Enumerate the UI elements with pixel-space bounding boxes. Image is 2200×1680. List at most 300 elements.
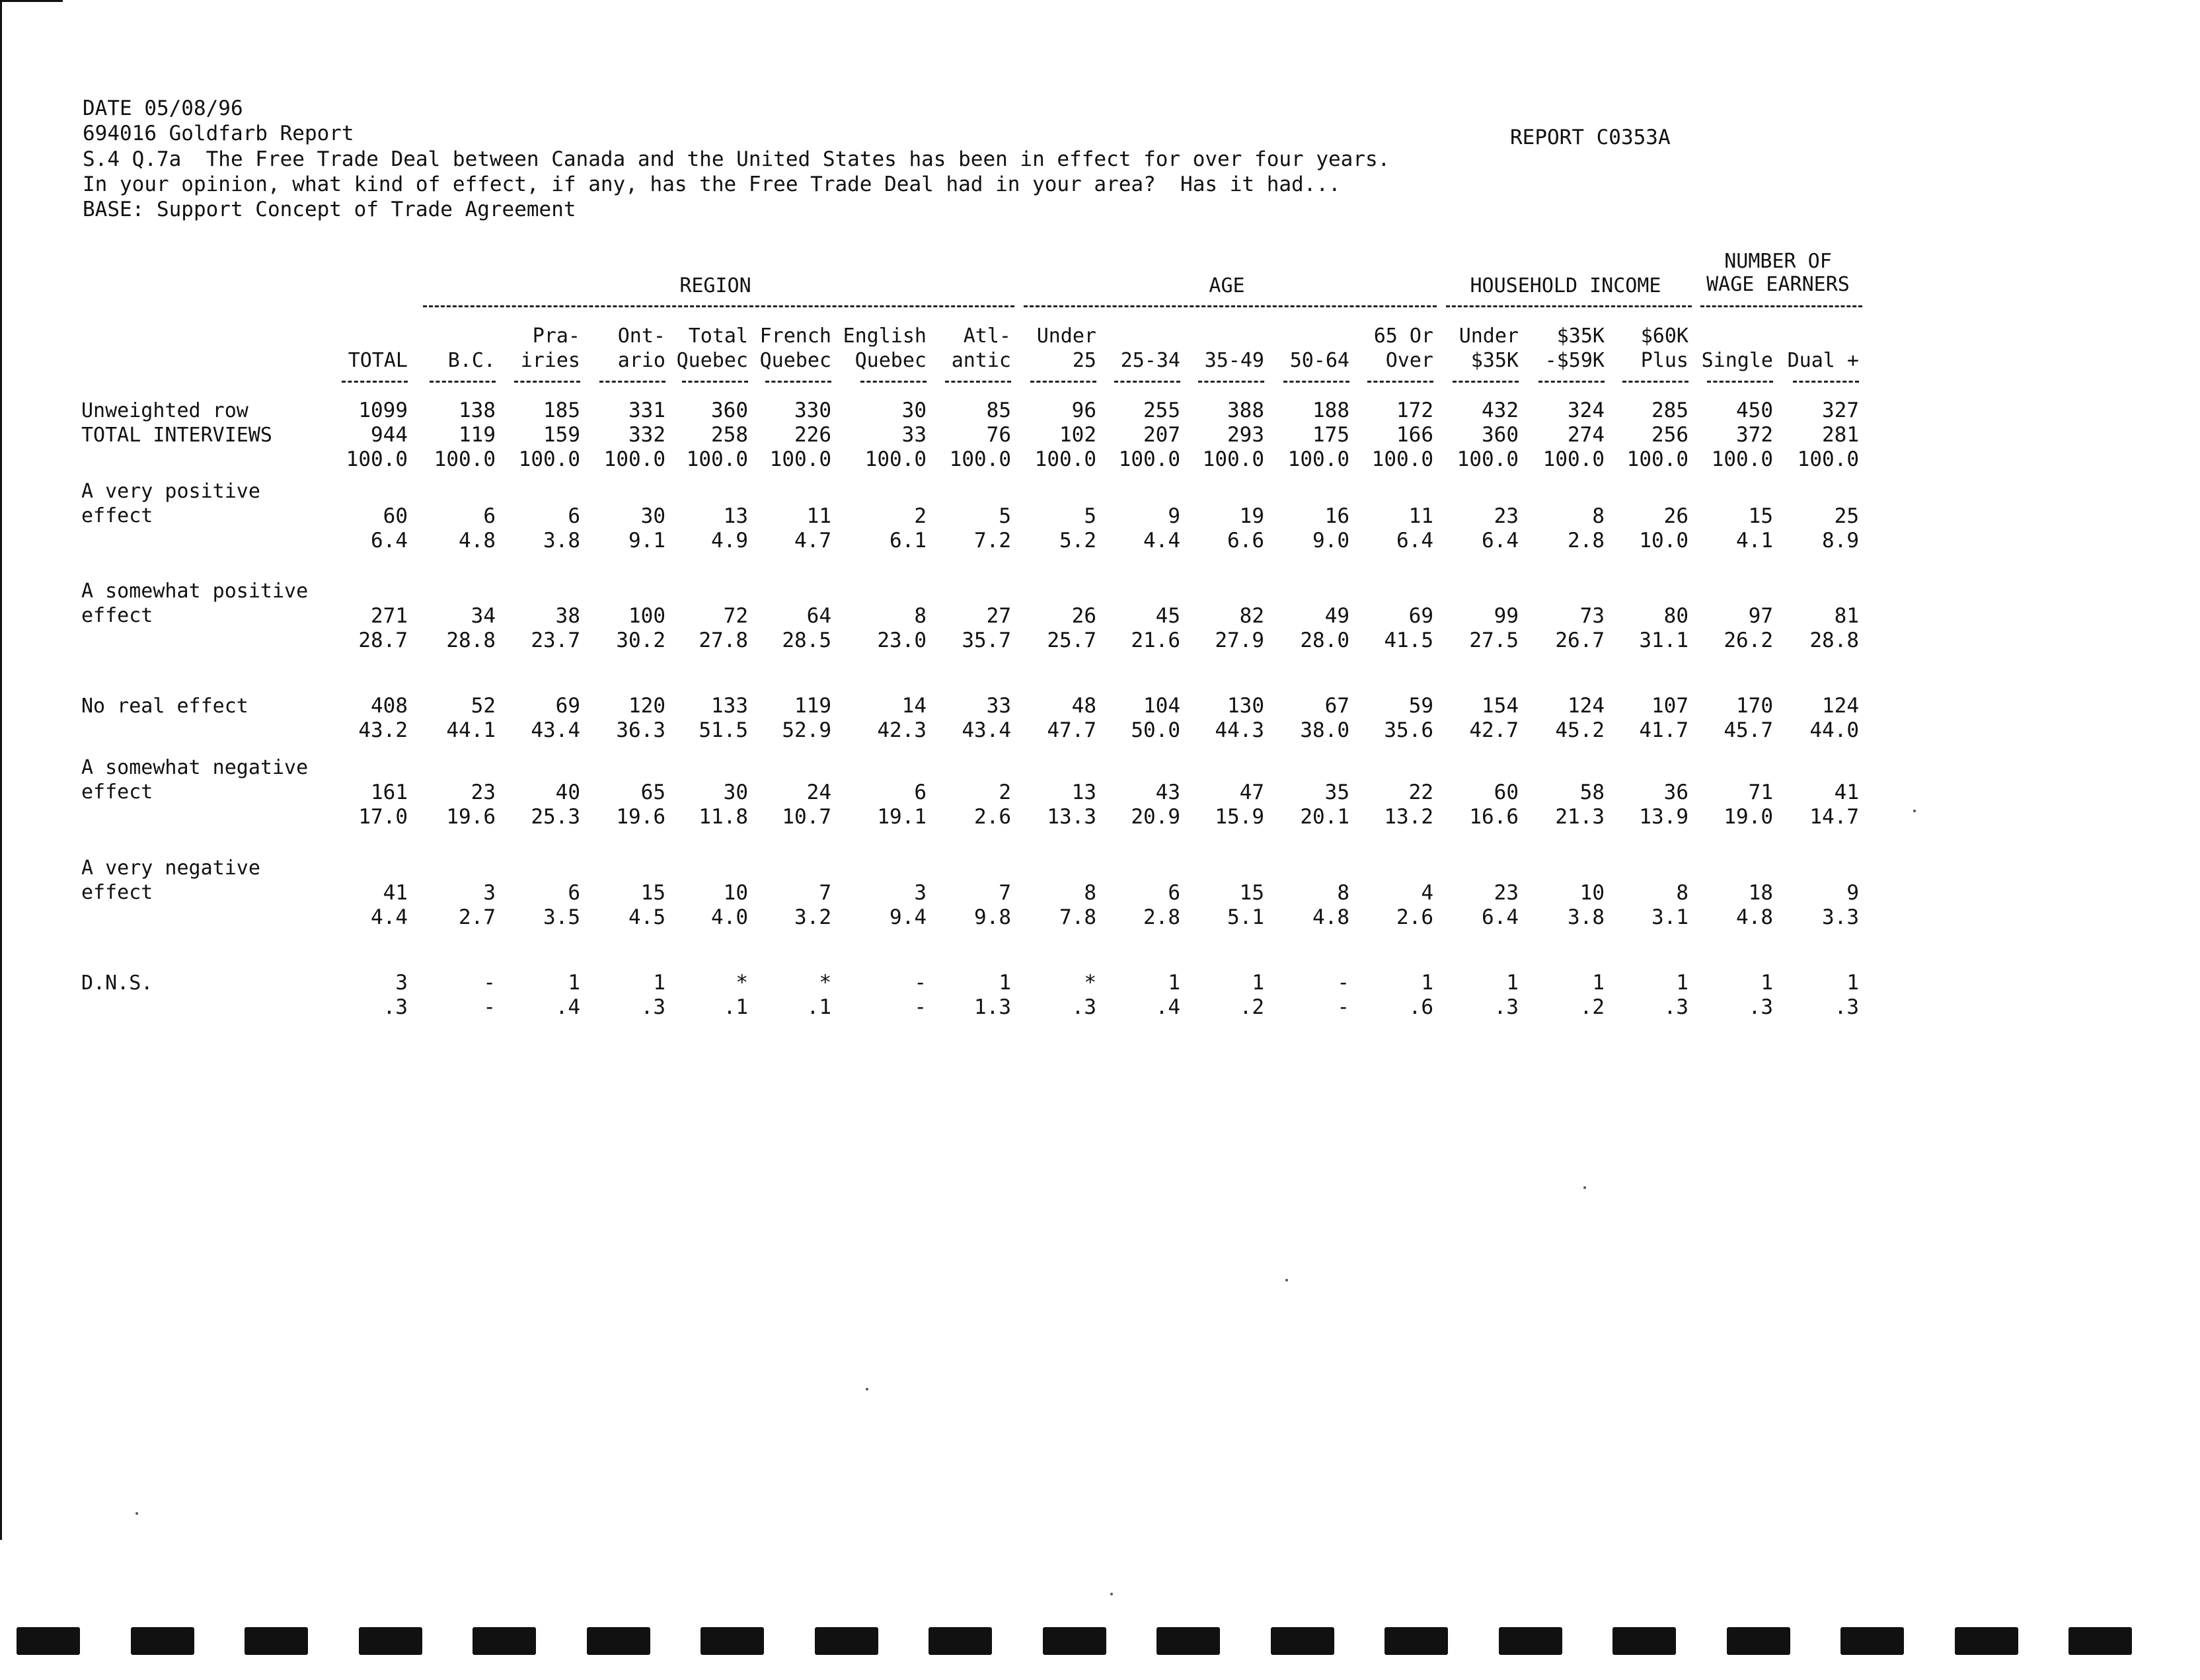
value-cell: 15.9: [1215, 805, 1264, 829]
column-header-0: TOTAL: [348, 349, 408, 372]
report-date: DATE 05/08/96: [83, 96, 243, 120]
value-cell: .3: [383, 995, 408, 1019]
value-cell: 21.6: [1131, 629, 1180, 652]
column-underline: [765, 381, 831, 383]
column-underline: [1622, 381, 1688, 383]
value-cell: 27.9: [1215, 629, 1264, 652]
value-cell: 19.6: [446, 805, 496, 829]
value-cell: 43.4: [962, 718, 1011, 742]
count-cell: 64: [806, 604, 831, 628]
value-cell: 4.1: [1736, 529, 1773, 553]
column-header-12: 65 Or Over: [1373, 325, 1433, 372]
value-cell: 4.4: [371, 905, 408, 929]
count-cell: 1: [1676, 971, 1688, 995]
value-cell: 100.0: [603, 447, 665, 471]
count-cell: 82: [1239, 604, 1264, 628]
count-cell: 1: [1846, 971, 1859, 995]
scan-speck: [135, 1512, 138, 1515]
count-cell: 15: [1239, 881, 1264, 905]
value-cell: 3.5: [543, 905, 580, 929]
count-cell: 6: [483, 504, 496, 528]
count-cell: 8: [914, 604, 927, 628]
column-underline: [945, 381, 1011, 383]
value-cell: 19.0: [1724, 805, 1773, 829]
column-header-9: 25-34: [1120, 349, 1180, 372]
question-line-2: In your opinion, what kind of effect, if any, has the Free Trade Deal had in your area? Has it had...: [83, 172, 1341, 196]
value-cell: 100.0: [1287, 447, 1349, 471]
count-cell: 10: [723, 881, 748, 905]
value-cell: .2: [1239, 995, 1264, 1019]
value-cell: -: [1337, 995, 1349, 1019]
value-cell: 100.0: [1711, 447, 1773, 471]
count-cell: 100: [628, 604, 665, 628]
scan-speck: [1285, 1279, 1288, 1281]
count-cell: -: [483, 971, 496, 995]
count-cell: 52: [471, 694, 496, 718]
count-cell: 327: [1822, 399, 1859, 422]
bottom-bar: [1840, 1627, 1904, 1655]
bottom-bar: [1157, 1627, 1220, 1655]
value-cell: 13.3: [1047, 805, 1096, 829]
value-cell: 38.0: [1300, 718, 1349, 742]
count-cell: 5: [1084, 504, 1096, 528]
count-cell: 133: [711, 694, 748, 718]
bottom-bar: [1955, 1627, 2018, 1655]
count-cell: 99: [1494, 604, 1519, 628]
count-cell: 58: [1579, 781, 1605, 804]
column-underline: [430, 381, 496, 383]
count-cell: 1: [1252, 971, 1264, 995]
value-cell: 5.2: [1059, 529, 1096, 553]
count-cell: 450: [1736, 399, 1773, 422]
column-header-10: 35-49: [1204, 349, 1264, 372]
value-cell: 9.0: [1312, 529, 1349, 553]
value-cell: 175: [1312, 423, 1349, 447]
row-label-2: A somewhat positive effect: [81, 580, 309, 627]
count-cell: 49: [1324, 604, 1349, 628]
count-cell: 43: [1155, 781, 1180, 804]
column-underline: [1453, 381, 1519, 383]
value-cell: 4.0: [711, 905, 748, 929]
value-cell: 13.9: [1639, 805, 1688, 829]
value-cell: 100.0: [1457, 447, 1519, 471]
value-cell: 100.0: [769, 447, 831, 471]
value-cell: 4.4: [1143, 529, 1180, 553]
count-cell: 60: [1494, 781, 1519, 804]
value-cell: 944: [371, 423, 408, 447]
value-cell: 100.0: [1034, 447, 1096, 471]
count-cell: 408: [371, 694, 408, 718]
value-cell: 28.8: [1809, 629, 1859, 652]
value-cell: .3: [1748, 995, 1773, 1019]
count-cell: 1: [653, 971, 665, 995]
column-header-4: Total Quebec: [676, 325, 748, 372]
count-cell: 2: [999, 781, 1011, 804]
value-cell: 2.6: [1396, 905, 1433, 929]
count-cell: 40: [555, 781, 580, 804]
column-header-13: Under $35K: [1459, 325, 1519, 372]
count-cell: 8: [1337, 881, 1349, 905]
count-cell: -: [914, 971, 927, 995]
count-cell: 81: [1834, 604, 1859, 628]
value-cell: 16.6: [1469, 805, 1519, 829]
value-cell: 41.7: [1639, 718, 1688, 742]
value-cell: 42.7: [1469, 718, 1519, 742]
count-cell: 67: [1324, 694, 1349, 718]
bottom-bar: [1612, 1627, 1676, 1655]
count-cell: 97: [1748, 604, 1773, 628]
value-cell: .3: [1663, 995, 1688, 1019]
value-cell: 4.9: [711, 529, 748, 553]
value-cell: 2.6: [974, 805, 1011, 829]
column-header-7: Atl- antic: [951, 325, 1011, 372]
count-cell: 41: [1834, 781, 1859, 804]
value-cell: 26.7: [1555, 629, 1605, 652]
count-cell: 23: [1494, 881, 1519, 905]
value-cell: 6.4: [371, 529, 408, 553]
bottom-bar: [1043, 1627, 1106, 1655]
count-cell: 161: [371, 781, 408, 804]
count-cell: 124: [1568, 694, 1605, 718]
bottom-bar: [131, 1627, 194, 1655]
count-cell: 4: [1421, 881, 1433, 905]
count-cell: 1: [1506, 971, 1519, 995]
value-cell: 3.8: [1568, 905, 1605, 929]
value-cell: 256: [1651, 423, 1688, 447]
count-cell: 45: [1155, 604, 1180, 628]
value-cell: 9.1: [628, 529, 665, 553]
value-cell: 35.7: [962, 629, 1011, 652]
scan-speck: [866, 1388, 868, 1391]
value-cell: 100.0: [1118, 447, 1180, 471]
count-cell: 7: [999, 881, 1011, 905]
column-header-8: Under 25: [1036, 325, 1096, 372]
value-cell: 9.8: [974, 905, 1011, 929]
count-cell: 1: [999, 971, 1011, 995]
count-cell: 35: [1324, 781, 1349, 804]
value-cell: 13.2: [1384, 805, 1433, 829]
value-cell: 33: [901, 423, 927, 447]
count-cell: 11: [1408, 504, 1433, 528]
count-cell: 154: [1482, 694, 1519, 718]
base-line: BASE: Support Concept of Trade Agreement: [83, 198, 576, 221]
count-cell: 9: [1168, 504, 1180, 528]
value-cell: .3: [1071, 995, 1096, 1019]
value-cell: 258: [711, 423, 748, 447]
count-cell: 22: [1408, 781, 1433, 804]
count-cell: 73: [1579, 604, 1605, 628]
count-cell: 36: [1663, 781, 1688, 804]
value-cell: 3.2: [794, 905, 831, 929]
count-cell: 8: [1084, 881, 1096, 905]
value-cell: 226: [794, 423, 831, 447]
count-cell: 124: [1822, 694, 1859, 718]
value-cell: 3.8: [543, 529, 580, 553]
value-cell: 28.7: [358, 629, 408, 652]
value-cell: 20.1: [1300, 805, 1349, 829]
value-cell: 100.0: [1202, 447, 1264, 471]
count-cell: 27: [986, 604, 1011, 628]
group-underline-1: [1024, 305, 1437, 307]
value-cell: 14.7: [1809, 805, 1859, 829]
count-cell: 18: [1748, 881, 1773, 905]
value-cell: 100.0: [1626, 447, 1688, 471]
bottom-bar: [245, 1627, 308, 1655]
count-cell: 15: [1748, 504, 1773, 528]
value-cell: -: [914, 995, 927, 1019]
bottom-bar: [815, 1627, 878, 1655]
group-header-2: HOUSEHOLD INCOME: [1470, 274, 1661, 297]
column-header-11: 50-64: [1289, 349, 1349, 372]
value-cell: 28.5: [782, 629, 831, 652]
count-cell: 172: [1396, 399, 1433, 422]
scan-speck: [1583, 1186, 1586, 1189]
count-cell: 96: [1071, 399, 1096, 422]
group-underline-3: [1700, 305, 1862, 307]
count-cell: 30: [723, 781, 748, 804]
column-underline: [682, 381, 748, 383]
value-cell: 10.0: [1639, 529, 1688, 553]
value-cell: 100.0: [518, 447, 580, 471]
count-cell: 1099: [358, 399, 408, 422]
value-cell: 9.4: [890, 905, 927, 929]
count-cell: 30: [640, 504, 665, 528]
value-cell: 372: [1736, 423, 1773, 447]
count-cell: 48: [1071, 694, 1096, 718]
group-header-0: REGION: [679, 274, 751, 297]
value-cell: 8.9: [1822, 529, 1859, 553]
column-underline: [1283, 381, 1349, 383]
count-cell: 13: [1071, 781, 1096, 804]
column-header-17: Dual +: [1787, 349, 1859, 372]
value-cell: 100.0: [686, 447, 748, 471]
value-cell: 102: [1059, 423, 1096, 447]
value-cell: 6.6: [1227, 529, 1264, 553]
count-cell: 80: [1663, 604, 1688, 628]
value-cell: 20.9: [1131, 805, 1180, 829]
count-cell: 38: [555, 604, 580, 628]
row-label-1: A very positive effect: [81, 480, 260, 527]
count-cell: 69: [1408, 604, 1433, 628]
count-cell: 85: [986, 399, 1011, 422]
column-header-16: Single: [1701, 349, 1773, 372]
column-underline: [1793, 381, 1859, 383]
count-cell: 331: [628, 399, 665, 422]
count-cell: 72: [723, 604, 748, 628]
column-underline: [1707, 381, 1773, 383]
value-cell: 21.3: [1555, 805, 1605, 829]
value-cell: 5.1: [1227, 905, 1264, 929]
row-label-4: A somewhat negative effect: [81, 756, 309, 804]
value-cell: 19.1: [877, 805, 927, 829]
row-label-3: No real effect: [81, 695, 248, 718]
value-cell: 100.0: [346, 447, 408, 471]
count-cell: 170: [1736, 694, 1773, 718]
report-title: 694016 Goldfarb Report: [83, 122, 354, 145]
count-cell: 1: [1421, 971, 1433, 995]
value-cell: 19.6: [616, 805, 665, 829]
value-cell: 4.8: [459, 529, 496, 553]
report-id: REPORT C0353A: [1510, 126, 1671, 149]
scan-speck: [1913, 810, 1916, 812]
column-underline: [514, 381, 580, 383]
group-underline-0: [423, 305, 1014, 307]
count-cell: 7: [819, 881, 831, 905]
value-cell: .6: [1408, 995, 1433, 1019]
row-label-0: Unweighted row TOTAL INTERVIEWS: [81, 399, 272, 447]
value-cell: 52.9: [782, 718, 831, 742]
value-cell: 3.1: [1651, 905, 1688, 929]
value-cell: 7.2: [974, 529, 1011, 553]
count-cell: 1: [1761, 971, 1773, 995]
count-cell: 3: [483, 881, 496, 905]
count-cell: 69: [555, 694, 580, 718]
value-cell: 28.0: [1300, 629, 1349, 652]
column-underline: [1538, 381, 1605, 383]
value-cell: 30.2: [616, 629, 665, 652]
bottom-bar: [17, 1627, 80, 1655]
bottom-bar: [1271, 1627, 1334, 1655]
bottom-bar: [1727, 1627, 1790, 1655]
count-cell: 185: [543, 399, 580, 422]
count-cell: 104: [1143, 694, 1180, 718]
page-edge-left: [0, 0, 2, 1540]
value-cell: -: [483, 995, 496, 1019]
row-label-5: A very negative effect: [81, 857, 260, 904]
value-cell: 35.6: [1384, 718, 1433, 742]
count-cell: 47: [1239, 781, 1264, 804]
count-cell: 1: [568, 971, 580, 995]
value-cell: 23.0: [877, 629, 927, 652]
value-cell: 6.4: [1482, 905, 1519, 929]
value-cell: .3: [1494, 995, 1519, 1019]
count-cell: -: [1337, 971, 1349, 995]
count-cell: 26: [1071, 604, 1096, 628]
count-cell: 188: [1312, 399, 1349, 422]
column-underline: [860, 381, 927, 383]
value-cell: 166: [1396, 423, 1433, 447]
count-cell: 23: [1494, 504, 1519, 528]
value-cell: .3: [1834, 995, 1859, 1019]
value-cell: 6.4: [1482, 529, 1519, 553]
group-underline-2: [1446, 305, 1692, 307]
count-cell: 8: [1592, 504, 1605, 528]
count-cell: 71: [1748, 781, 1773, 804]
count-cell: 324: [1568, 399, 1605, 422]
count-cell: 10: [1579, 881, 1605, 905]
value-cell: 43.2: [358, 718, 408, 742]
column-header-6: English Quebec: [843, 325, 927, 372]
count-cell: 9: [1846, 881, 1859, 905]
value-cell: .4: [1155, 995, 1180, 1019]
value-cell: 100.0: [1542, 447, 1605, 471]
value-cell: 274: [1568, 423, 1605, 447]
count-cell: 24: [806, 781, 831, 804]
bottom-bar: [587, 1627, 650, 1655]
value-cell: 51.5: [699, 718, 748, 742]
value-cell: 4.7: [794, 529, 831, 553]
value-cell: 36.3: [616, 718, 665, 742]
count-cell: 2: [914, 504, 927, 528]
bottom-bar: [929, 1627, 992, 1655]
value-cell: 26.2: [1724, 629, 1773, 652]
column-underline: [1198, 381, 1264, 383]
count-cell: 34: [471, 604, 496, 628]
value-cell: .3: [640, 995, 665, 1019]
value-cell: 4.5: [628, 905, 665, 929]
value-cell: 2.8: [1143, 905, 1180, 929]
count-cell: *: [1084, 971, 1096, 995]
count-cell: 388: [1227, 399, 1264, 422]
value-cell: 3.3: [1822, 905, 1859, 929]
value-cell: 100.0: [1797, 447, 1859, 471]
count-cell: 41: [383, 881, 408, 905]
count-cell: 15: [640, 881, 665, 905]
count-cell: 13: [723, 504, 748, 528]
group-header-3: NUMBER OF WAGE EARNERS: [1706, 250, 1850, 296]
count-cell: 1: [1592, 971, 1605, 995]
value-cell: 25.7: [1047, 629, 1096, 652]
value-cell: 45.2: [1555, 718, 1605, 742]
value-cell: 100.0: [949, 447, 1011, 471]
scan-speck: [1110, 1593, 1113, 1595]
column-header-15: $60K Plus: [1640, 325, 1688, 372]
column-header-1: B.C.: [447, 349, 496, 372]
value-cell: 28.8: [446, 629, 496, 652]
column-underline: [1030, 381, 1096, 383]
count-cell: 65: [640, 781, 665, 804]
value-cell: 360: [1482, 423, 1519, 447]
group-header-1: AGE: [1209, 274, 1245, 297]
count-cell: 23: [471, 781, 496, 804]
count-cell: 1: [1168, 971, 1180, 995]
count-cell: 3: [395, 971, 408, 995]
bottom-bar: [1499, 1627, 1562, 1655]
question-line-1: S.4 Q.7a The Free Trade Deal between Canada and the United States has been in effect for over four years.: [83, 147, 1390, 171]
bottom-bar: [473, 1627, 536, 1655]
column-underline: [1367, 381, 1433, 383]
value-cell: 2.7: [459, 905, 496, 929]
count-cell: 6: [1168, 881, 1180, 905]
count-cell: 271: [371, 604, 408, 628]
count-cell: *: [819, 971, 831, 995]
value-cell: 31.1: [1639, 629, 1688, 652]
value-cell: 119: [459, 423, 496, 447]
count-cell: 330: [794, 399, 831, 422]
page-edge-top: [0, 0, 63, 2]
column-header-14: $35K -$59K: [1544, 325, 1605, 372]
count-cell: 26: [1663, 504, 1688, 528]
count-cell: 19: [1239, 504, 1264, 528]
count-cell: 360: [711, 399, 748, 422]
column-header-3: Ont- ario: [617, 325, 665, 372]
value-cell: .2: [1579, 995, 1605, 1019]
value-cell: 42.3: [877, 718, 927, 742]
value-cell: 27.5: [1469, 629, 1519, 652]
value-cell: 332: [628, 423, 665, 447]
value-cell: 6.4: [1396, 529, 1433, 553]
count-cell: 30: [901, 399, 927, 422]
count-cell: 11: [806, 504, 831, 528]
count-cell: 432: [1482, 399, 1519, 422]
value-cell: 45.7: [1724, 718, 1773, 742]
count-cell: *: [736, 971, 748, 995]
count-cell: 120: [628, 694, 665, 718]
count-cell: 5: [999, 504, 1011, 528]
count-cell: 6: [914, 781, 927, 804]
value-cell: 23.7: [531, 629, 580, 652]
value-cell: 4.8: [1312, 905, 1349, 929]
